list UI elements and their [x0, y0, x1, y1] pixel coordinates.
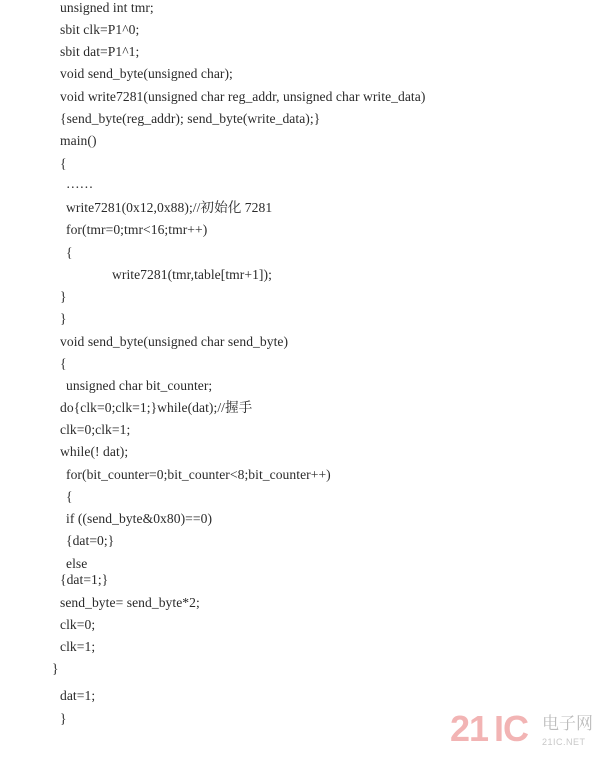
code-line: sbit dat=P1^1; — [60, 44, 140, 59]
watermark-domain: 21IC.NET — [542, 737, 586, 747]
code-line: while(! dat); — [60, 444, 129, 459]
code-line: } — [52, 661, 59, 676]
code-line: { — [60, 156, 67, 171]
watermark-chinese: 电子网 — [542, 714, 593, 734]
code-line: clk=1; — [60, 639, 96, 654]
watermark-letters: IC — [494, 708, 528, 749]
code-line: write7281(tmr,table[tmr+1]); — [112, 267, 272, 282]
code-line: void send_byte(unsigned char send_byte) — [60, 334, 289, 349]
code-line: {dat=1;} — [60, 572, 109, 587]
code-line: else — [66, 556, 88, 571]
code-line: dat=1; — [60, 688, 96, 703]
code-line: } — [60, 311, 67, 326]
code-line: } — [60, 711, 67, 726]
code-line: {send_byte(reg_addr); send_byte(write_data);} — [60, 111, 321, 126]
code-line: {dat=0;} — [66, 533, 115, 548]
code-line: { — [66, 489, 73, 504]
code-line: void send_byte(unsigned char); — [60, 66, 233, 81]
code-line: void write7281(unsigned char reg_addr, unsigned char write_data) — [60, 89, 426, 104]
code-line: clk=0; — [60, 617, 96, 632]
code-line: write7281(0x12,0x88);//初始化 7281 — [66, 200, 273, 215]
code-line: if ((send_byte&0x80)==0) — [66, 511, 213, 526]
code-line: unsigned int tmr; — [60, 0, 154, 15]
code-line: do{clk=0;clk=1;}while(dat);//握手 — [60, 400, 253, 415]
site-watermark — [450, 708, 600, 759]
code-line: { — [60, 356, 67, 371]
code-line: { — [66, 245, 73, 260]
code-line: sbit clk=P1^0; — [60, 22, 140, 37]
code-line: clk=0;clk=1; — [60, 422, 131, 437]
code-line: for(bit_counter=0;bit_counter<8;bit_counter++) — [66, 467, 331, 482]
code-line: main() — [60, 133, 97, 148]
code-line: send_byte= send_byte*2; — [60, 595, 200, 610]
code-line: } — [60, 289, 67, 304]
code-line: …… — [66, 176, 94, 191]
watermark-digits: 21 — [450, 708, 489, 749]
code-line: unsigned char bit_counter; — [66, 378, 213, 393]
code-line: for(tmr=0;tmr<16;tmr++) — [66, 222, 208, 237]
